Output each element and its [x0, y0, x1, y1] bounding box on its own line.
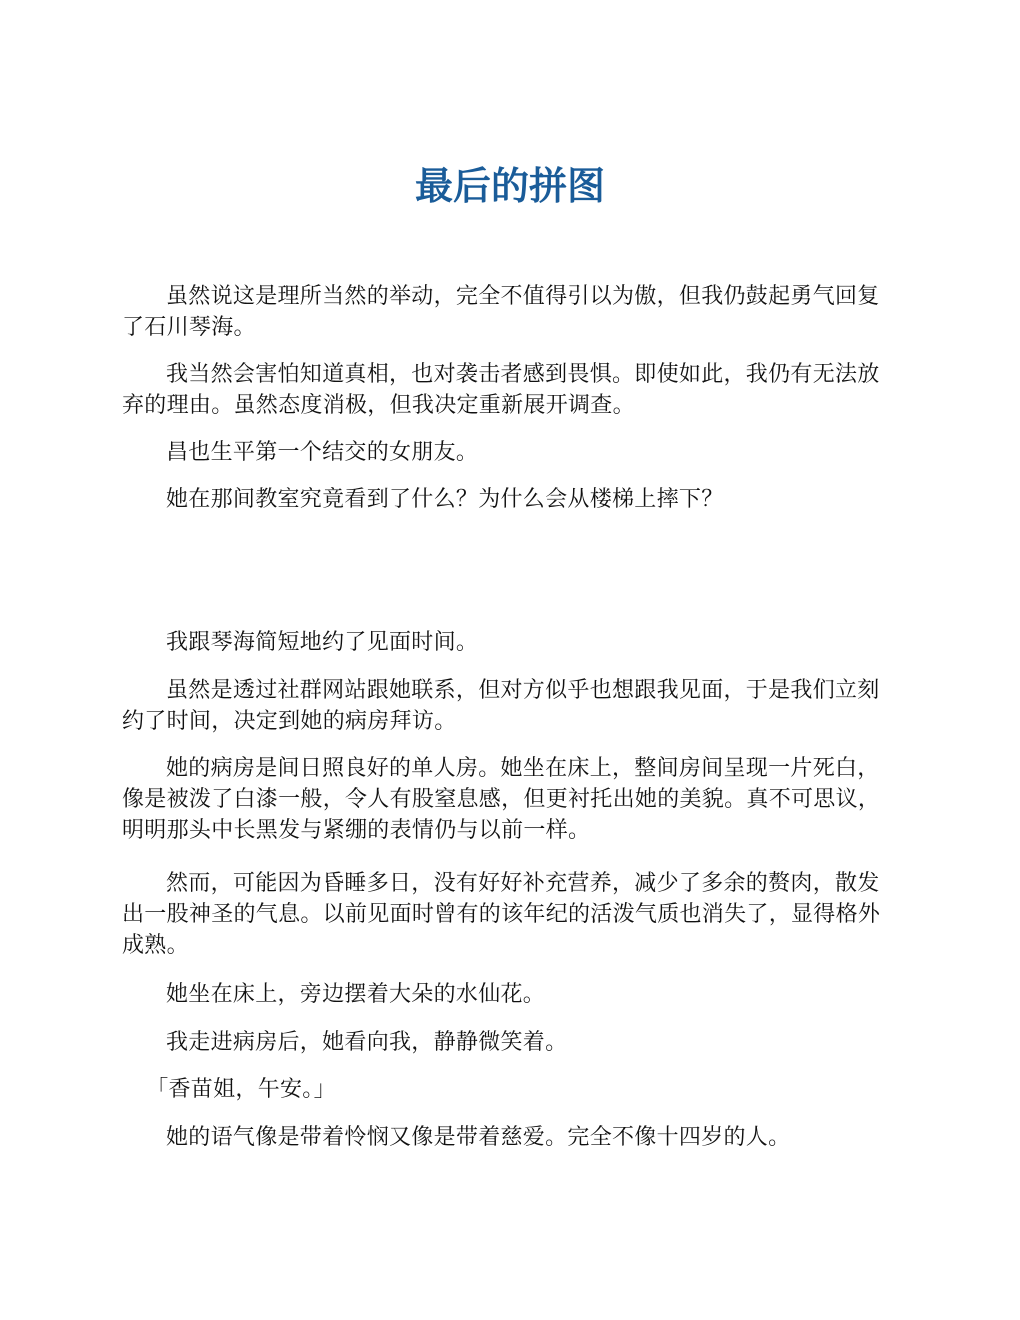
paragraph: 昌也生平第一个结交的女朋友。	[166, 440, 479, 465]
paragraph: 虽然是透过社群网站跟她联系，但对方似乎也想跟我见面，于是我们立刻约了时间，决定到她的病房拜访。	[122, 678, 880, 734]
paragraph: 她在那间教室究竟看到了什么？为什么会从楼梯上摔下？	[166, 487, 724, 512]
paragraph: 虽然说这是理所当然的举动，完全不值得引以为傲，但我仍鼓起勇气回复了石川琴海。	[122, 284, 880, 340]
chapter-title: 最后的拼图	[414, 164, 605, 208]
paragraph: 她的语气像是带着怜悯又像是带着慈爱。完全不像十四岁的人。	[166, 1125, 791, 1150]
paragraph: 她的病房是间日照良好的单人房。她坐在床上，整间房间呈现一片死白，像是被泼了白漆一般，令人有股窒息感，但更衬托出她的美貌。真不可思议，明明那头中长黑发与紧绷的表情仍与以前一样。	[122, 756, 881, 843]
paragraph: 我当然会害怕知道真相，也对袭击者感到畏惧。即使如此，我仍有无法放弃的理由。虽然态度消极，但我决定重新展开调查。	[122, 362, 880, 418]
paragraph: 然而，可能因为昏睡多日，没有好好补充营养，减少了多余的赘肉，散发出一股神圣的气息。以前见面时曾有的该年纪的活泼气质也消失了，显得格外成熟。	[122, 871, 881, 958]
paragraph: 我跟琴海简短地约了见面时间。	[166, 630, 479, 655]
paragraph: 她坐在床上，旁边摆着大朵的水仙花。	[166, 982, 546, 1007]
paragraph: 我走进病房后，她看向我，静静微笑着。	[166, 1030, 568, 1055]
dialogue-line: 「香苗姐，午安。」	[146, 1077, 336, 1102]
